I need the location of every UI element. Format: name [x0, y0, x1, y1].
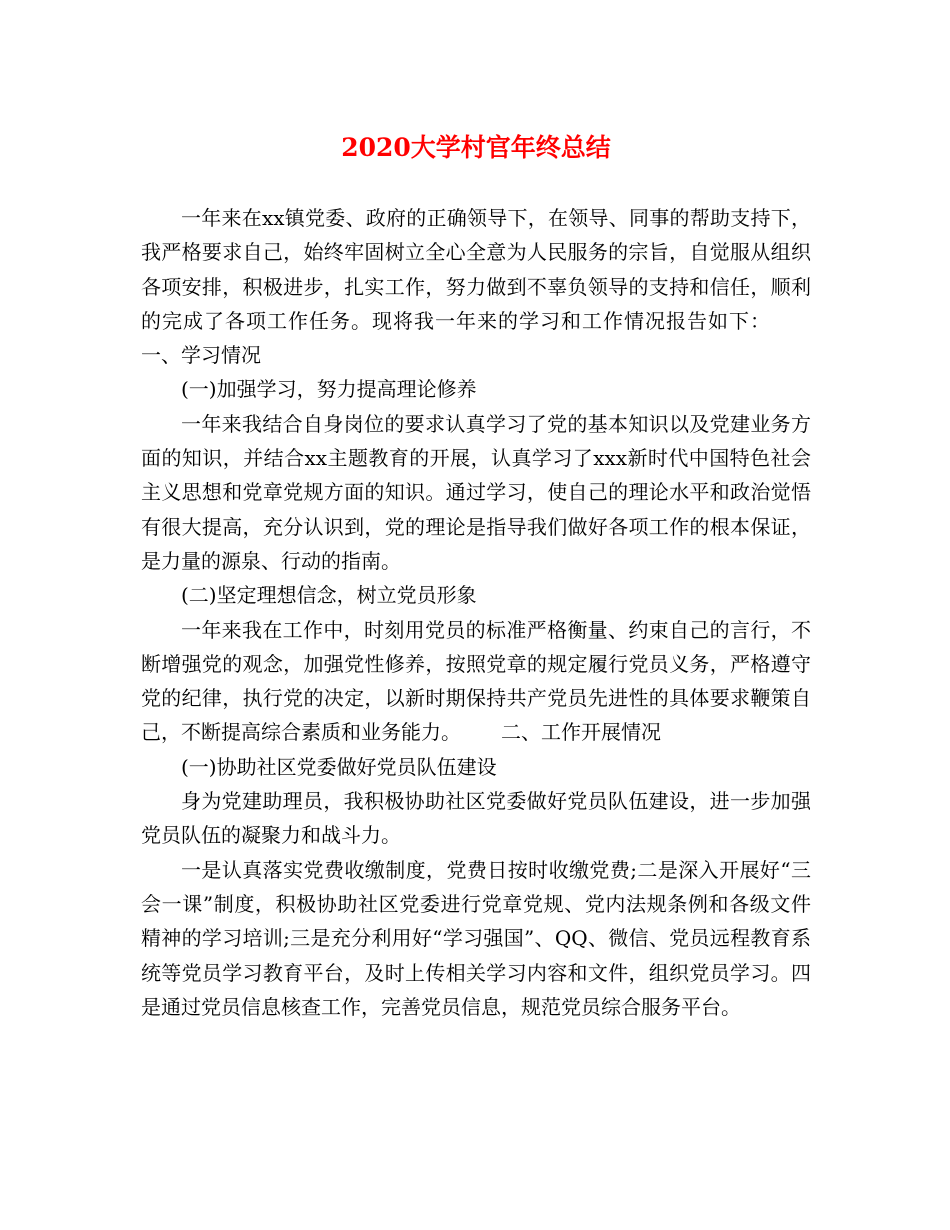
paragraph-ideals — [141, 613, 811, 750]
paragraph-measures: 一是认真落实党费收缴制度，党费日按时收缴党费;二是深入开展好“三会一课”制度，积极协助社区党委进行党章党规、党内法规条例和各级文件精神的学习培训;三是充分利用好“学习强国”、QQ、微信、党员远程教育系统等党员学习教育平台，及时上传相关学习内容和文件，组织党员学习。四是通过党员信息核查工作，完善党员信息，规范党员综合服务平台。 — [141, 857, 811, 1019]
paragraph-study: 一年来我结合自身岗位的要求认真学习了党的基本知识以及党建业务方面的知识，并结合xx主题教育的开展，认真学习了xxx新时代中国特色社会主义思想和党章党规方面的知识。通过学习，使自己的理论水平和政治觉悟有很大提高，充分认识到，党的理论是指导我们做好各项工作的根本保证，是力量的源泉、行动的指南。 — [141, 411, 811, 573]
subheading-strengthen-study: (一)加强学习，努力提高理论修养 — [181, 377, 477, 402]
subheading-party-building: (一)协助社区党委做好党员队伍建设 — [181, 754, 497, 779]
section-heading-work: 二、工作开展情况 — [501, 720, 661, 745]
subheading-ideals: (二)坚定理想信念，树立党员形象 — [181, 583, 477, 608]
intro-paragraph — [141, 201, 811, 372]
section-heading-study: 一、学习情况 — [141, 343, 261, 368]
ideals-text: 一年来我在工作中，时刻用党员的标准严格衡量、约束自己的言行，不断增强党的观念，加强党性修养，按照党章的规定履行党员义务，严格遵守党的纪律，执行党的决定，以新时期保持共产党员先进性的具体要求鞭策自己，不断提高综合素质和业务能力。 — [141, 617, 811, 745]
paragraph-assistant: 身为党建助理员，我积极协助社区党委做好党员队伍建设，进一步加强党员队伍的凝聚力和战斗力。 — [141, 789, 811, 848]
document-page — [141, 128, 811, 1024]
intro-text: 一年来在xx镇党委、政府的正确领导下，在领导、同事的帮助支持下，我严格要求自己，始终牢固树立全心全意为人民服务的宗旨，自觉服从组织各项安排，积极进步，扎实工作，努力做到不辜负领导的支持和信任，顺利的完成了各项工作任务。现将我一年来的学习和工作情况报告如下： — [141, 206, 811, 333]
document-title: 2020大学村官年终总结 — [341, 133, 611, 162]
